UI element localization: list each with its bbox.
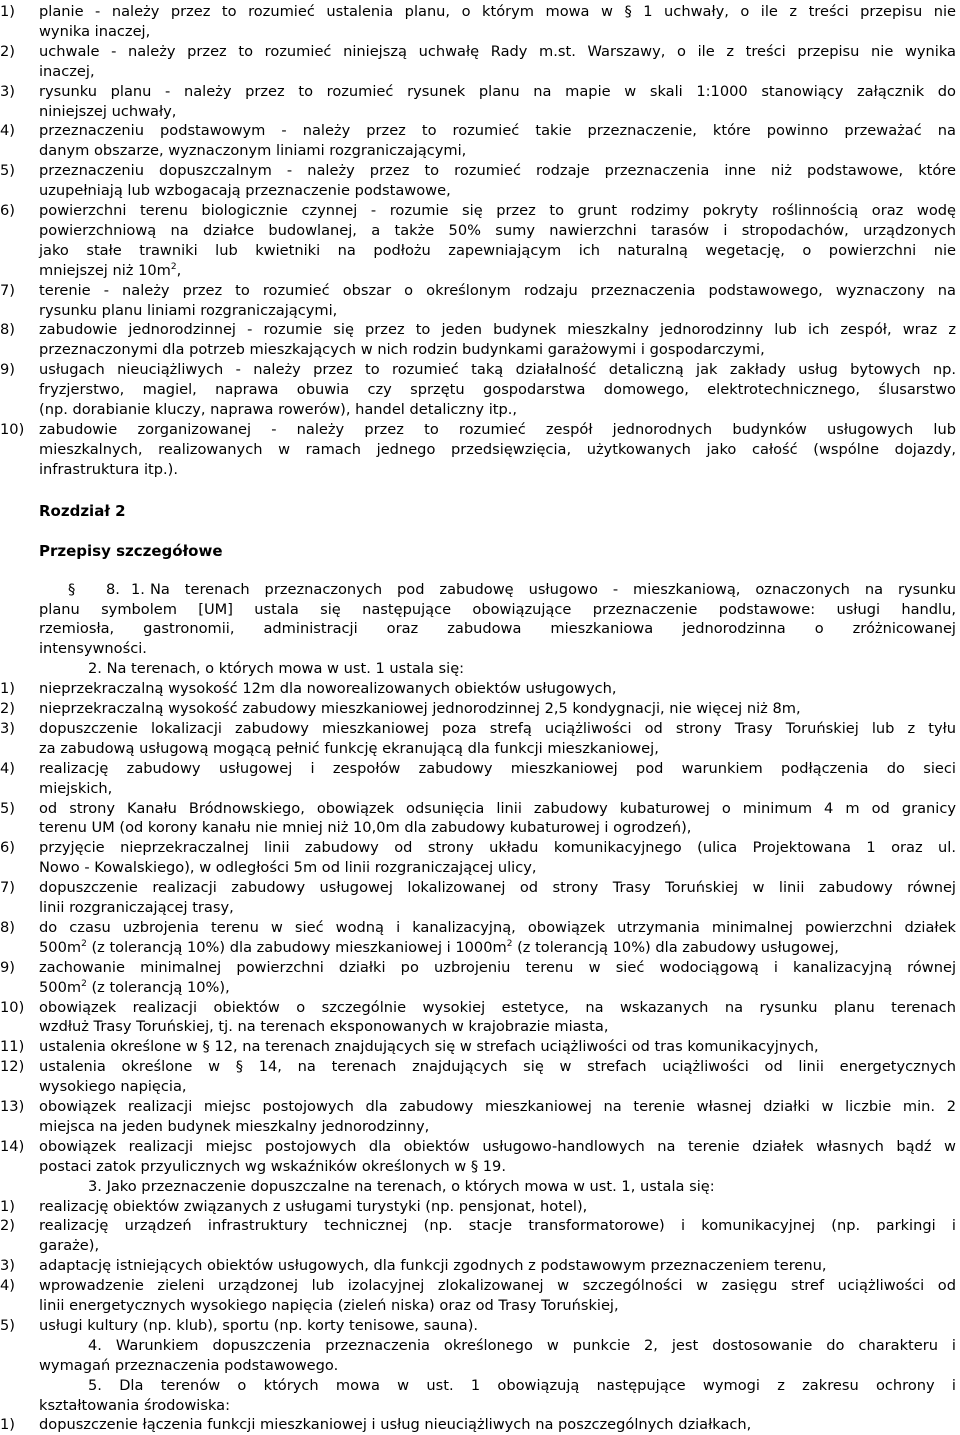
- item-text-line: wynika inaczej,: [39, 22, 151, 40]
- item-number: 4): [0, 1277, 15, 1295]
- item-text-line: usługach nieuciążliwych - należy przez to rozumieć taką działalność detaliczną jak zakłady usług bytowych np.: [39, 361, 956, 379]
- item-text-line: garaże),: [39, 1237, 100, 1255]
- item-text-line: infrastruktura itp.).: [39, 460, 178, 478]
- item-number: 7): [0, 879, 15, 897]
- item-text-line: ustalenia określone w § 14, na terenach znajdujących się w strefach uciążliwości od linii energetycznych: [39, 1058, 956, 1076]
- item-text-line: realizację obiektów związanych z usługami turystyki (np. pensjonat, hotel),: [39, 1197, 588, 1215]
- paragraph-line: planu symbolem [UM] ustala się następujące obowiązujące przeznaczenie podstawowe: usługi handlu,: [39, 600, 956, 618]
- item-number: 4): [0, 759, 15, 777]
- item-number: 3): [0, 719, 15, 737]
- paragraph-number: 1.: [131, 580, 145, 598]
- item-text-line: mieszkalnych, realizowanych w ramach jednego przedsięwzięcia, użytkowanych jako całość (wspólne dojazdy,: [39, 440, 956, 458]
- item-text-line: nieprzekraczalną wysokość zabudowy mieszkaniowej jednorodzinnej 2,5 kondygnacji, nie więcej niż 8m,: [39, 700, 801, 717]
- item-text-line: jako stałe trawniki lub kwietniki na podłożu zapewniającym ich naturalną wegetację, o powierzchni nie: [39, 241, 956, 259]
- item-number: 12): [0, 1058, 25, 1076]
- item-text-line: zabudowie zorganizowanej - należy przez to rozumieć zespół jednorodnych budynków usługowych lub: [39, 420, 956, 438]
- item-number: 2): [0, 700, 15, 717]
- item-text-line: dopuszczenie łączenia funkcji mieszkaniowej i usług nieuciążliwych na poszczególnych działkach,: [39, 1416, 752, 1434]
- item-number: 2): [0, 1217, 15, 1235]
- item-text-line: dopuszczenie realizacji zabudowy usługowej lokalizowanej od strony Trasy Toruńskiej w linii zabudowy równej: [39, 879, 956, 897]
- item-text-line: powierzchni terenu biologicznie czynnej - rozumie się przez to grunt rodzimy pokryty roślinnością oraz wodę: [39, 202, 956, 219]
- item-number: 1): [0, 3, 15, 20]
- item-number: 4): [0, 122, 15, 140]
- paragraph-line: 2. Na terenach, o których mowa w ust. 1 ustala się:: [88, 660, 465, 678]
- item-number: 11): [0, 1038, 25, 1056]
- item-text-line: powierzchniową na działce budowlanej, a także 50% sumy nawierzchni tarasów i stropodachów, urządzonych: [39, 221, 956, 239]
- item-number: 8): [0, 918, 15, 936]
- item-number: 3): [0, 1257, 15, 1275]
- section-symbol: §: [68, 580, 76, 598]
- item-number: 1): [0, 1197, 15, 1215]
- item-text-line: obowiązek realizacji obiektów o szczególnie wysokiej estetyce, na wskazanych na rysunku planu terenach: [39, 998, 956, 1016]
- item-text-line: przeznaczonymi dla potrzeb mieszkających w nich rodzin budynkami garażowymi i gospodarczymi,: [39, 341, 765, 359]
- item-text-line: obowiązek realizacji miejsc postojowych dla obiektów usługowo-handlowych na terenie działek własnych bądź w: [39, 1137, 956, 1155]
- item-text-line: planie - należy przez to rozumieć ustalenia planu, o którym mowa w § 1 uchwały, o ile z treści przepisu nie: [39, 3, 956, 20]
- item-text-line: terenie - należy przez to rozumieć obszar o określonym rodzaju przeznaczenia podstawowego, wyznaczony na: [39, 281, 956, 299]
- item-text-line: zabudowie jednorodzinnej - rozumie się przez to jeden budynek mieszkalny jednorodzinny lub ich zespół, wraz z: [39, 321, 956, 339]
- item-number: 7): [0, 281, 15, 299]
- item-text-line: za zabudową usługową mogącą pełnić funkcję ekranującą dla funkcji mieszkaniowej,: [39, 739, 659, 757]
- item-number: 5): [0, 1316, 15, 1334]
- item-number: 3): [0, 82, 15, 100]
- item-number: 2): [0, 42, 15, 60]
- item-text-line: ustalenia określone w § 12, na terenach znajdujących się w strefach uciążliwości od tras komunikacyjnych,: [39, 1038, 819, 1056]
- item-text-line: dopuszczenie lokalizacji zabudowy mieszkaniowej poza strefą uciążliwości od strony Trasy Toruńskiej lub z tyłu: [39, 719, 956, 737]
- item-text-line: rysunku planu liniami rozgraniczającymi,: [39, 301, 338, 319]
- item-text-line: do czasu uzbrojenia terenu w sieć wodną i kanalizacyjną, obowiązek utrzymania minimalnej powierzchni działek: [39, 918, 956, 936]
- item-text-line: nieprzekraczalną wysokość 12m dla noworealizowanych obiektów usługowych,: [39, 680, 617, 698]
- item-text-line: $500m^2$ (z tolerancją 10%) dla zabudowy mieszkaniowej i $1000m^2$ (z tolerancją 10%) dla zabudowy usługowej,: [39, 938, 839, 956]
- item-text-line: $500m^2$ (z tolerancją 10%),: [39, 978, 230, 996]
- item-number: 1): [0, 1416, 15, 1434]
- section-8-heading-line: [0, 580, 960, 600]
- item-text-line: miejskich,: [39, 779, 113, 797]
- chapter-subtitle: Przepisy szczegółowe: [39, 541, 223, 560]
- item-text-line: (np. dorabianie kluczy, naprawa rowerów), handel detaliczny itp.,: [39, 401, 518, 418]
- item-text-line: realizację urządzeń infrastruktury technicznej (np. stacje transformatorowe) i komunikacyjnej (np. parkingi i: [39, 1217, 956, 1235]
- item-text-line: usługi kultury (np. klub), sportu (np. korty tenisowe, sauna).: [39, 1316, 479, 1334]
- item-text-line: wzdłuż Trasy Toruńskiej, tj. na terenach eksponowanych w krajobrazie miasta,: [39, 1018, 609, 1036]
- chapter-title: Rozdział 2: [39, 501, 126, 520]
- item-text-line: zachowanie minimalnej powierzchni działki po uzbrojeniu terenu w sieć wodociągową i kanalizacyjną równej: [39, 958, 956, 976]
- item-text-line: linii energetycznych wysokiego napięcia (zieleń niska) oraz od Trasy Toruńskiej,: [39, 1297, 619, 1314]
- item-text-line: mniejszej niż $10m^2$,: [39, 261, 182, 279]
- section-number: 8.: [106, 580, 120, 598]
- paragraph-line: rzemiosła, gastronomii, administracji oraz zabudowa mieszkaniowa jednorodzinna o zróżnicowanej: [39, 620, 956, 638]
- item-number: 9): [0, 361, 15, 379]
- item-number: 9): [0, 958, 15, 976]
- paragraph-line: kształtowania środowiska:: [39, 1396, 230, 1414]
- item-text-line: inaczej,: [39, 62, 95, 80]
- item-text-line: przyjęcie nieprzekraczalnej linii zabudowy od strony układu komunikacyjnego (ulica Projektowana 1 oraz ul.: [39, 839, 956, 857]
- item-text-line: realizację zabudowy usługowej i zespołów zabudowy mieszkaniowej pod warunkiem podłączenia do sieci: [39, 759, 956, 777]
- paragraph-line: 5. Dla terenów o których mowa w ust. 1 obowiązują następujące wymogi z zakresu ochrony i: [88, 1376, 956, 1394]
- item-number: 13): [0, 1098, 25, 1115]
- item-text-line: terenu UM (od korony kanału nie mniej niż 10,0m dla zabudowy kubaturowej i ogrodzeń),: [39, 819, 692, 837]
- item-number: 5): [0, 162, 15, 180]
- item-number: 5): [0, 799, 15, 817]
- paragraph-line: wymagań przeznaczenia podstawowego.: [39, 1356, 339, 1374]
- item-text-line: wprowadzenie zieleni urządzonej lub izolacyjnej zlokalizowanej w szczególności w zasięgu stref uciążliwości od: [39, 1277, 956, 1295]
- item-text-line: od strony Kanału Bródnowskiego, obowiązek odsunięcia linii zabudowy kubaturowej o minimum 4 m od granicy: [39, 799, 956, 817]
- paragraph-line: 4. Warunkiem dopuszczenia przeznaczenia określonego w punkcie 2, jest dostosowanie do charakteru i: [88, 1336, 956, 1354]
- item-text-line: linii rozgraniczającej trasy,: [39, 899, 234, 916]
- item-number: 1): [0, 680, 15, 698]
- item-text-line: przeznaczeniu podstawowym - należy przez to rozumieć takie przeznaczenie, które powinno przeważać na: [39, 122, 956, 140]
- item-text-line: wysokiego napięcia,: [39, 1078, 187, 1096]
- item-number: 10): [0, 998, 25, 1016]
- item-number: 6): [0, 839, 15, 857]
- item-text-line: adaptację istniejących obiektów usługowych, dla funkcji zgodnych z podstawowym przeznaczeniem terenu,: [39, 1257, 827, 1275]
- item-text-line: miejsca na jeden budynek mieszkalny jednorodzinny,: [39, 1117, 430, 1135]
- item-number: 8): [0, 321, 15, 339]
- item-text-line: fryzjerstwo, magiel, naprawa obuwia czy sprzętu gospodarstwa domowego, elektrotechnicznego, ślusarstwo: [39, 381, 956, 399]
- item-number: 6): [0, 202, 15, 219]
- paragraph-line: 3. Jako przeznaczenie dopuszczalne na terenach, o których mowa w ust. 1, ustala się:: [88, 1177, 715, 1195]
- item-number: 10): [0, 420, 25, 438]
- item-text-line: przeznaczeniu dopuszczalnym - należy przez to rozumieć rodzaje przeznaczenia inne niż podstawowe, które: [39, 162, 956, 180]
- item-text-line: danym obszarze, wyznaczonym liniami rozgraniczającymi,: [39, 142, 467, 160]
- paragraph-line: Na terenach przeznaczonych pod zabudowę usługowo - mieszkaniową, oznaczonych na rysunku: [150, 580, 956, 598]
- item-text-line: Nowo - Kowalskiego), w odległości 5m od linii rozgraniczającej ulicy,: [39, 859, 537, 877]
- item-text-line: postaci zatok przyulicznych wg wskaźników określonych w § 19.: [39, 1157, 506, 1175]
- item-text-line: rysunku planu - należy przez to rozumieć rysunek planu na mapie w skali 1:1000 stanowiący załącznik do: [39, 82, 956, 100]
- item-text-line: uzupełniają lub wzbogacają przeznaczenie podstawowe,: [39, 182, 451, 200]
- item-text-line: uchwale - należy przez to rozumieć niniejszą uchwałę Rady m.st. Warszawy, o ile z treści przepisu nie wynika: [39, 42, 956, 60]
- item-text-line: obowiązek realizacji miejsc postojowych dla zabudowy mieszkaniowej na terenie własnej działki w liczbie min. 2: [39, 1098, 956, 1115]
- paragraph-line: intensywności.: [39, 640, 147, 658]
- item-text-line: niniejszej uchwały,: [39, 102, 177, 120]
- item-number: 14): [0, 1137, 25, 1155]
